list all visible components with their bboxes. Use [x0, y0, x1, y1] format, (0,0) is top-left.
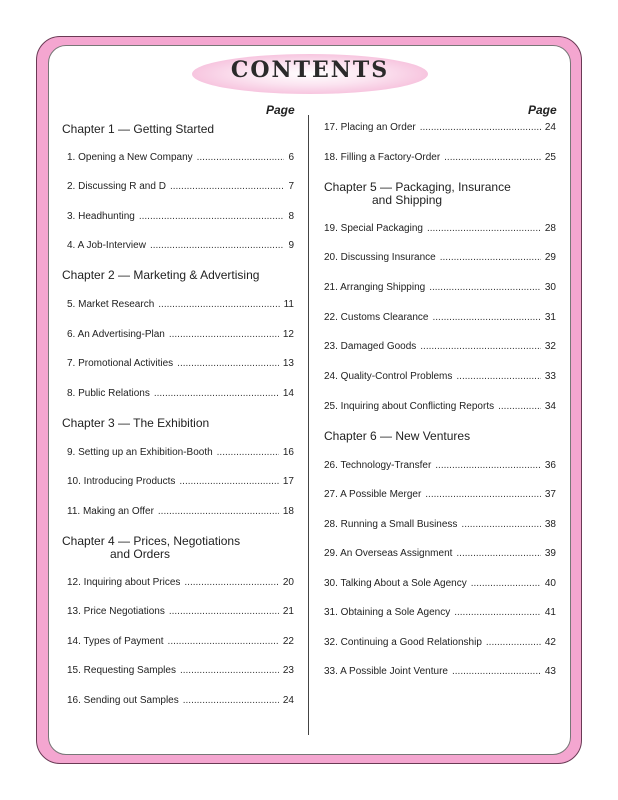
toc-entry-page-number: 9	[288, 240, 294, 251]
chapter-heading	[62, 417, 209, 430]
toc-entry-page-number: 7	[288, 181, 294, 192]
toc-entry-page-number: 25	[544, 152, 556, 163]
dot-leader	[180, 665, 279, 676]
toc-entry	[324, 607, 556, 621]
toc-entry-page-number: 24	[544, 122, 556, 133]
toc-entry-page-number: 8	[288, 211, 294, 222]
toc-entry-page-number: 34	[544, 401, 556, 412]
toc-entry-title: 31. Obtaining a Sole Agency	[324, 607, 451, 618]
toc-entry-page-number: 38	[544, 519, 556, 530]
dot-leader	[197, 152, 285, 163]
toc-entry	[324, 401, 556, 415]
chapter-heading	[62, 123, 214, 136]
right-page-header: Page	[528, 103, 557, 117]
toc-entry-page-number: 39	[544, 548, 556, 559]
toc-entry	[67, 181, 294, 195]
chapter-title: Chapter 3 — The Exhibition	[62, 416, 210, 430]
dot-leader	[456, 548, 540, 559]
toc-entry-title: 6. An Advertising-Plan	[67, 329, 165, 340]
toc-entry-page-number: 29	[544, 252, 556, 263]
dot-leader	[177, 358, 279, 369]
toc-entry-page-number: 12	[282, 329, 294, 340]
toc-entry-title: 21. Arranging Shipping	[324, 282, 426, 293]
dot-leader	[498, 401, 541, 412]
toc-entry-title: 10. Introducing Products	[67, 476, 176, 487]
toc-entry-title: 19. Special Packaging	[324, 223, 423, 234]
dot-leader	[420, 122, 541, 133]
toc-entry-page-number: 17	[282, 476, 294, 487]
toc-entry-page-number: 31	[544, 312, 556, 323]
toc-entry-title: 15. Requesting Samples	[67, 665, 176, 676]
toc-entry-title: 12. Inquiring about Prices	[67, 577, 181, 588]
toc-entry	[67, 577, 294, 591]
toc-entry	[324, 223, 556, 237]
toc-entry	[324, 312, 556, 326]
toc-entry-title: 29. An Overseas Assignment	[324, 548, 453, 559]
toc-entry	[67, 299, 294, 313]
chapter-heading	[62, 535, 240, 561]
chapter-title-continued: and Shipping	[372, 193, 443, 207]
toc-entry-page-number: 32	[544, 341, 556, 352]
toc-entry	[324, 252, 556, 266]
toc-entry-title: 13. Price Negotiations	[67, 606, 165, 617]
dot-leader	[158, 506, 279, 517]
toc-entry	[324, 371, 556, 385]
dot-leader	[217, 447, 279, 458]
dot-leader	[139, 211, 285, 222]
dot-leader	[183, 695, 279, 706]
toc-entry-title: 18. Filling a Factory-Order	[324, 152, 441, 163]
toc-entry-title: 17. Placing an Order	[324, 122, 416, 133]
toc-entry-page-number: 18	[282, 506, 294, 517]
toc-entry	[67, 476, 294, 490]
toc-entry	[324, 152, 556, 166]
toc-entry-title: 20. Discussing Insurance	[324, 252, 436, 263]
toc-entry-title: 33. A Possible Joint Venture	[324, 666, 448, 677]
chapter-title: Chapter 1 — Getting Started	[62, 122, 215, 136]
chapter-title: Chapter 5 — Packaging, Insurance	[324, 180, 511, 194]
dot-leader	[158, 299, 279, 310]
toc-entry-page-number: 33	[544, 371, 556, 382]
toc-entry	[324, 637, 556, 651]
toc-entry-page-number: 42	[544, 637, 556, 648]
toc-entry-page-number: 43	[544, 666, 556, 677]
toc-entry	[67, 152, 294, 166]
chapter-heading	[324, 430, 470, 443]
toc-entry-page-number: 36	[544, 460, 556, 471]
toc-entry-title: 11. Making an Offer	[67, 506, 154, 517]
toc-entry-title: 2. Discussing R and D	[67, 181, 166, 192]
dot-leader	[440, 252, 541, 263]
toc-entry-title: 27. A Possible Merger	[324, 489, 422, 500]
toc-entry-title: 30. Talking About a Sole Agency	[324, 578, 467, 589]
toc-entry-title: 28. Running a Small Business	[324, 519, 458, 530]
toc-entry-title: 25. Inquiring about Conflicting Reports	[324, 401, 495, 412]
toc-entry	[324, 282, 556, 296]
chapter-title-continued: and Orders	[110, 547, 171, 561]
toc-entry	[324, 578, 556, 592]
dot-leader	[184, 577, 278, 588]
chapter-title: Chapter 4 — Prices, Negotiations	[62, 534, 241, 548]
left-page-header: Page	[266, 103, 295, 117]
dot-leader	[435, 460, 541, 471]
dot-leader	[150, 240, 285, 251]
dot-leader	[429, 282, 541, 293]
chapter-title: Chapter 2 — Marketing & Advertising	[62, 268, 260, 282]
toc-entry	[67, 447, 294, 461]
dot-leader	[486, 637, 541, 648]
chapter-heading	[62, 269, 259, 282]
toc-entry-page-number: 14	[282, 388, 294, 399]
toc-entry-title: 8. Public Relations	[67, 388, 150, 399]
toc-entry-title: 24. Quality-Control Problems	[324, 371, 453, 382]
dot-leader	[179, 476, 278, 487]
toc-entry-page-number: 24	[282, 695, 294, 706]
toc-entry	[67, 358, 294, 372]
dot-leader	[170, 181, 285, 192]
toc-entry-title: 9. Setting up an Exhibition-Booth	[67, 447, 213, 458]
toc-entry-page-number: 28	[544, 223, 556, 234]
toc-entry-page-number: 41	[544, 607, 556, 618]
dot-leader	[420, 341, 541, 352]
toc-entry	[324, 548, 556, 562]
toc-entry	[324, 341, 556, 355]
toc-entry-page-number: 21	[282, 606, 294, 617]
toc-entry-title: 7. Promotional Activities	[67, 358, 174, 369]
page-title: CONTENTS	[230, 57, 390, 83]
dot-leader	[425, 489, 541, 500]
toc-entry-page-number: 16	[282, 447, 294, 458]
toc-entry	[67, 606, 294, 620]
toc-entry-title: 5. Market Research	[67, 299, 155, 310]
chapter-title: Chapter 6 — New Ventures	[324, 429, 471, 443]
toc-entry-title: 1. Opening a New Company	[67, 152, 193, 163]
dot-leader	[168, 636, 279, 647]
dot-leader	[427, 223, 541, 234]
toc-entry-page-number: 11	[283, 299, 294, 310]
dot-leader	[154, 388, 279, 399]
dot-leader	[461, 519, 540, 530]
toc-entry-page-number: 40	[544, 578, 556, 589]
dot-leader	[169, 329, 279, 340]
toc-entry	[67, 506, 294, 520]
toc-entry-page-number: 20	[282, 577, 294, 588]
toc-entry-page-number: 6	[288, 152, 294, 163]
toc-entry	[67, 329, 294, 343]
dot-leader	[444, 152, 541, 163]
toc-entry-title: 26. Technology-Transfer	[324, 460, 432, 471]
toc-entry-title: 23. Damaged Goods	[324, 341, 417, 352]
toc-entry-page-number: 13	[282, 358, 294, 369]
toc-entry-title: 32. Continuing a Good Relationship	[324, 637, 482, 648]
dot-leader	[471, 578, 541, 589]
toc-entry	[324, 460, 556, 474]
dot-leader	[169, 606, 279, 617]
toc-entry	[67, 695, 294, 709]
toc-entry	[324, 519, 556, 533]
toc-entry-page-number: 23	[282, 665, 294, 676]
toc-entry-title: 16. Sending out Samples	[67, 695, 179, 706]
toc-entry-page-number: 30	[544, 282, 556, 293]
toc-entry	[324, 666, 556, 680]
toc-entry-title: 14. Types of Payment	[67, 636, 164, 647]
toc-entry-title: 3. Headhunting	[67, 211, 135, 222]
toc-entry	[67, 211, 294, 225]
toc-entry	[67, 665, 294, 679]
dot-leader	[433, 312, 541, 323]
dot-leader	[452, 666, 541, 677]
toc-entry	[324, 489, 556, 503]
toc-entry-title: 22. Customs Clearance	[324, 312, 429, 323]
column-divider	[308, 115, 309, 735]
toc-entry	[67, 636, 294, 650]
toc-entry-title: 4. A Job-Interview	[67, 240, 146, 251]
toc-entry	[324, 122, 556, 136]
toc-entry	[67, 240, 294, 254]
toc-entry-page-number: 22	[282, 636, 294, 647]
dot-leader	[454, 607, 541, 618]
toc-entry-page-number: 37	[544, 489, 556, 500]
toc-entry	[67, 388, 294, 402]
dot-leader	[456, 371, 540, 382]
chapter-heading	[324, 181, 511, 207]
